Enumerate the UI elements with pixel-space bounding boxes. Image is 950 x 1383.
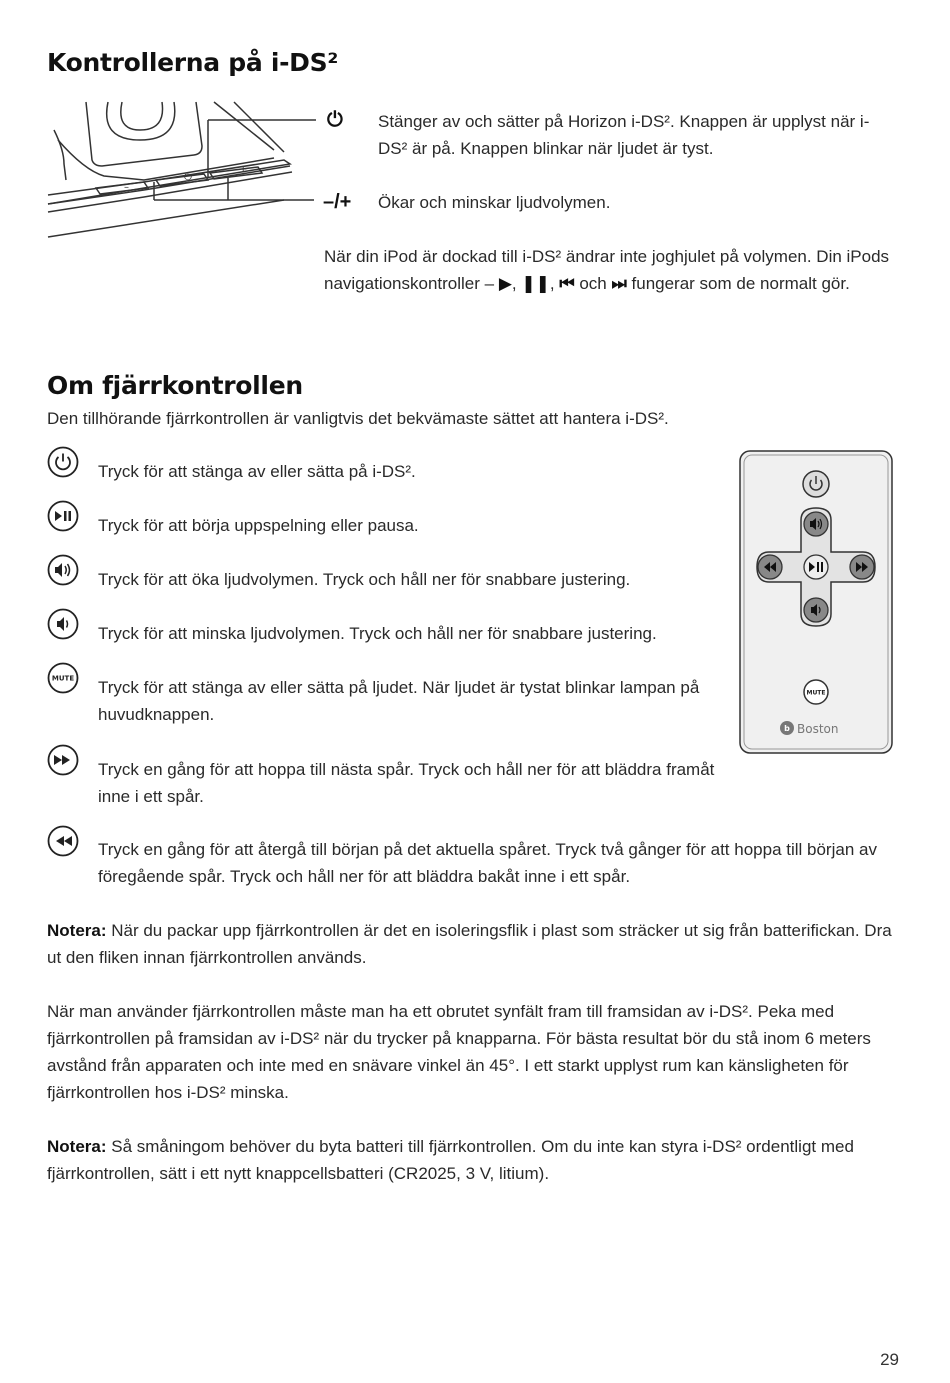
power-icon <box>47 446 79 478</box>
mute-icon <box>47 662 79 694</box>
page-number: 29 <box>880 1350 899 1369</box>
play-icon: ▶ <box>498 274 512 293</box>
mute-icon-label: MUTE <box>51 674 75 683</box>
power-symbol: ⏻ <box>327 109 343 131</box>
note-2-label: Notera: <box>47 1137 107 1156</box>
next-icon: ⏭ <box>611 274 627 293</box>
remote-item-volume-down: Tryck för att minska ljudvolymen. Tryck och håll ner för snabbare justering. <box>98 624 657 643</box>
device-illustration <box>44 100 344 240</box>
remote-mute-label: MUTE <box>806 689 826 697</box>
previous-track-icon <box>47 825 79 857</box>
remote-item-play-pause: Tryck för att börja uppspelning eller pausa. <box>98 516 419 535</box>
note-2 <box>47 1133 907 1187</box>
svg-text:+: + <box>239 164 248 175</box>
dock-drawing <box>44 100 344 240</box>
next-track-icon <box>47 744 79 776</box>
volume-symbol: –/+ <box>323 191 352 213</box>
remote-illustration <box>739 450 893 754</box>
previous-icon: ⏮ <box>559 274 575 293</box>
remote-intro: Den tillhörande fjärrkontrollen är vanligtvis det bekvämaste sättet att hantera i-DS². <box>47 409 669 428</box>
pause-icon: ❚❚ <box>521 274 550 293</box>
section-title-remote: Om fjärrkontrollen <box>47 371 303 400</box>
svg-text:b: b <box>784 724 790 733</box>
svg-text:⏻: ⏻ <box>184 172 192 183</box>
volume-description: Ökar och minskar ljudvolymen. <box>378 193 611 212</box>
note-1-text: När du packar upp fjärrkontrollen är det en isoleringsflik i plast som sträcker ut sig från batterifickan. Dra ut den fliken innan fjärrkontrollen används. <box>47 921 892 967</box>
ipod-note-part-b: och <box>574 274 612 293</box>
svg-text:–: – <box>124 182 129 193</box>
remote-brand-label: Boston <box>797 722 839 736</box>
section-title-controls: Kontrollerna på i-DS² <box>47 48 338 77</box>
remote-item-next: Tryck en gång för att hoppa till nästa spår. Tryck och håll ner för att bläddra framåt inne i ett spår. <box>98 760 715 806</box>
remote-item-volume-up: Tryck för att öka ljudvolymen. Tryck och håll ner för snabbare justering. <box>98 570 631 589</box>
ipod-note-part-c: fungerar som de normalt gör. <box>626 274 850 293</box>
ipod-note: När din iPod är dockad till i-DS² ändrar inte joghjulet på volymen. Din iPods navigationskontroller – ▶, ❚❚, ⏮ och ⏭ fungerar som de normalt gör. <box>324 247 890 293</box>
volume-up-icon <box>47 554 79 586</box>
note-1-label: Notera: <box>47 921 107 940</box>
remote-item-previous: Tryck en gång för att återgå till början på det aktuella spåret. Tryck två gånger för att hoppa till början av föregående spår. Tryck och håll ner för att bläddra bakåt inne i ett spår. <box>98 840 877 886</box>
ipod-note-part-a: När din iPod är dockad till i-DS² ändrar inte joghjulet på volymen. Din iPods navigationskontroller – <box>324 247 890 293</box>
note-2-text: Så småningom behöver du byta batteri till fjärrkontrollen. Om du inte kan styra i-DS² ordentligt med fjärrkontrollen, sätt i ett nytt knappcellsbatteri (CR2025, 3 V, litium). <box>47 1137 854 1183</box>
remote-item-mute: Tryck för att stänga av eller sätta på ljudet. När ljudet är tystat blinkar lampan på huvudknappen. <box>98 678 700 724</box>
play-pause-icon <box>47 500 79 532</box>
remote-item-power: Tryck för att stänga av eller sätta på i-DS². <box>98 462 416 481</box>
power-description: Stänger av och sätter på Horizon i-DS². Knappen är upplyst när i-DS² är på. Knappen blinkar när ljudet är tyst. <box>378 112 870 158</box>
usage-paragraph: När man använder fjärrkontrollen måste man ha ett obrutet synfält fram till framsidan av i-DS². Peka med fjärrkontrollen på framsidan av i-DS² när du trycker på knapparna. För bästa resultat bör du stå inom 6 meters avstånd från apparaten och inte med en snävare vinkel än 45°. I ett starkt upplyst rum kan känsligheten för fjärrkontrollen hos i-DS² minska. <box>47 1002 871 1102</box>
volume-down-icon <box>47 608 79 640</box>
note-1 <box>47 917 907 971</box>
